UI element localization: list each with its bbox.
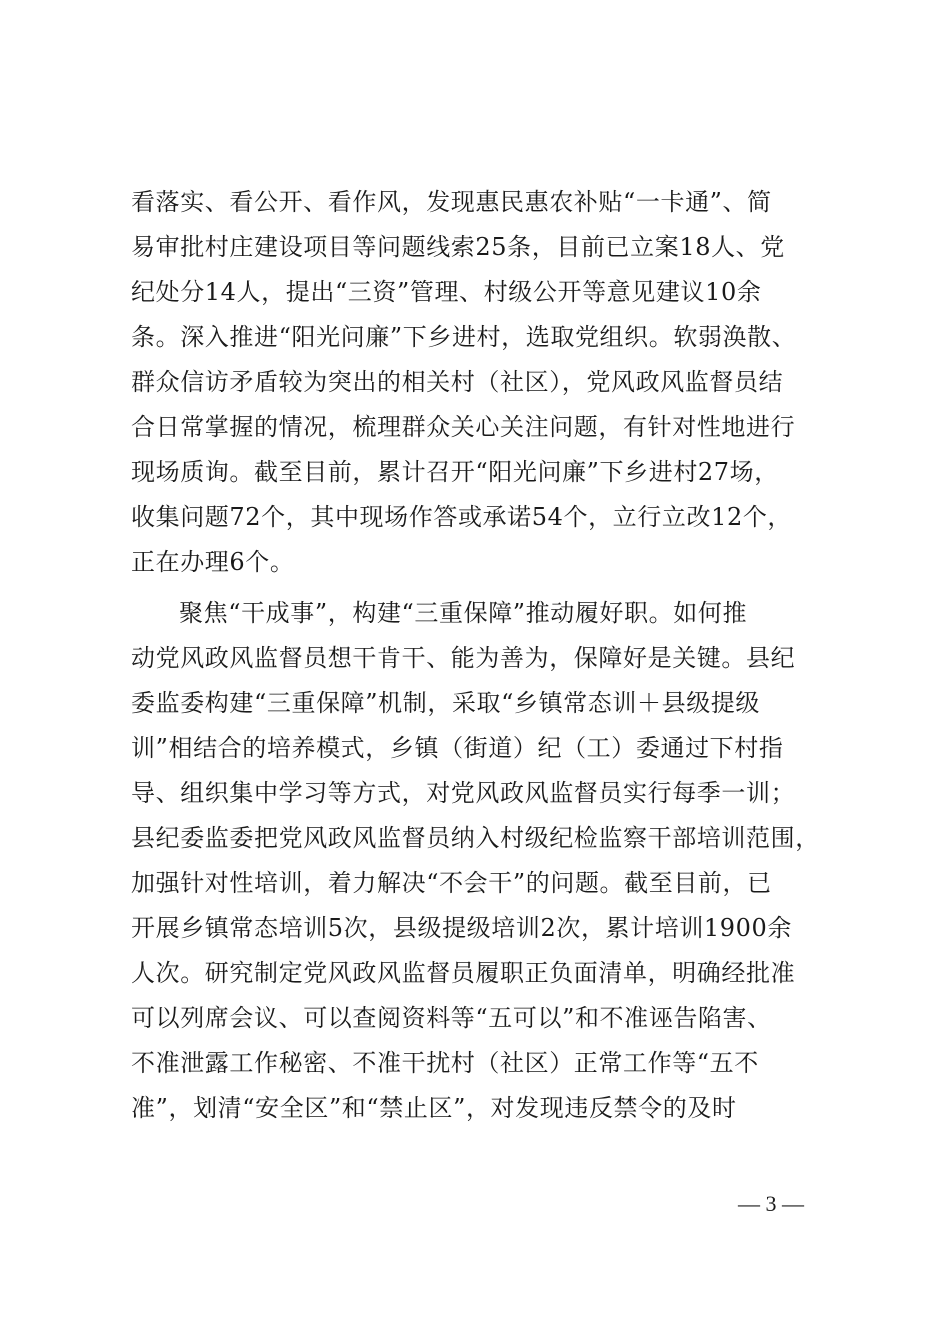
paragraph-line: 看落实、看公开、看作风，发现惠民惠农补贴“一卡通”、简 <box>131 188 772 216</box>
paragraph-line: 人次。研究制定党风政风监督员履职正负面清单，明确经批准 <box>131 959 796 987</box>
paragraph-line: 委监委构建“三重保障”机制，采取“乡镇常态训＋县级提级 <box>131 689 761 717</box>
paragraph-line: 导、组织集中学习等方式，对党风政风监督员实行每季一训； <box>131 779 796 807</box>
paragraph-line: 易审批村庄建设项目等问题线索25条，目前已立案18人、党 <box>131 233 785 261</box>
paragraph-2 <box>131 591 831 1131</box>
paragraph-line: 开展乡镇常态培训5次，县级提级培训2次，累计培训1900余 <box>131 914 793 942</box>
paragraph-line: 收集问题72个，其中现场作答或承诺54个，立行立改12个， <box>131 503 793 531</box>
paragraph-line: 不准泄露工作秘密、不准干扰村（社区）正常工作等“五不 <box>131 1049 759 1077</box>
paragraph-line: 现场质询。截至目前，累计召开“阳光问廉”下乡进村27场， <box>131 458 779 486</box>
paragraph-line: 县纪委监委把党风政风监督员纳入村级纪检监察干部培训范围， <box>131 824 820 852</box>
paragraph-line: 加强针对性培训，着力解决“不会干”的问题。截至目前，已 <box>131 869 772 897</box>
paragraph-line: 正在办理6个。 <box>131 548 295 576</box>
paragraph-line: 聚焦“干成事”，构建“三重保障”推动履好职。如何推 <box>179 599 748 627</box>
paragraph-line: 条。深入推进“阳光问廉”下乡进村，选取党组织。软弱涣散、 <box>131 323 797 351</box>
paragraph-line: 纪处分14人，提出“三资”管理、村级公开等意见建议10余 <box>131 278 762 306</box>
paragraph-line: 准”，划清“安全区”和“禁止区”，对发现违反禁令的及时 <box>131 1094 737 1122</box>
paragraph-line: 群众信访矛盾较为突出的相关村（社区），党风政风监督员结 <box>131 368 784 396</box>
page-number: — 3 — <box>738 1191 804 1216</box>
body-text <box>131 180 831 1131</box>
paragraph-line: 训”相结合的培养模式，乡镇（街道）纪（工）委通过下村指 <box>131 734 784 762</box>
paragraph-line: 合日常掌握的情况，梳理群众关心关注问题，有针对性地进行 <box>131 413 796 441</box>
paragraph-line: 动党风政风监督员想干肯干、能为善为，保障好是关键。县纪 <box>131 644 796 672</box>
paragraph-line: 可以列席会议、可以查阅资料等“五可以”和不准诬告陷害、 <box>131 1004 772 1032</box>
paragraph-1 <box>131 180 831 585</box>
